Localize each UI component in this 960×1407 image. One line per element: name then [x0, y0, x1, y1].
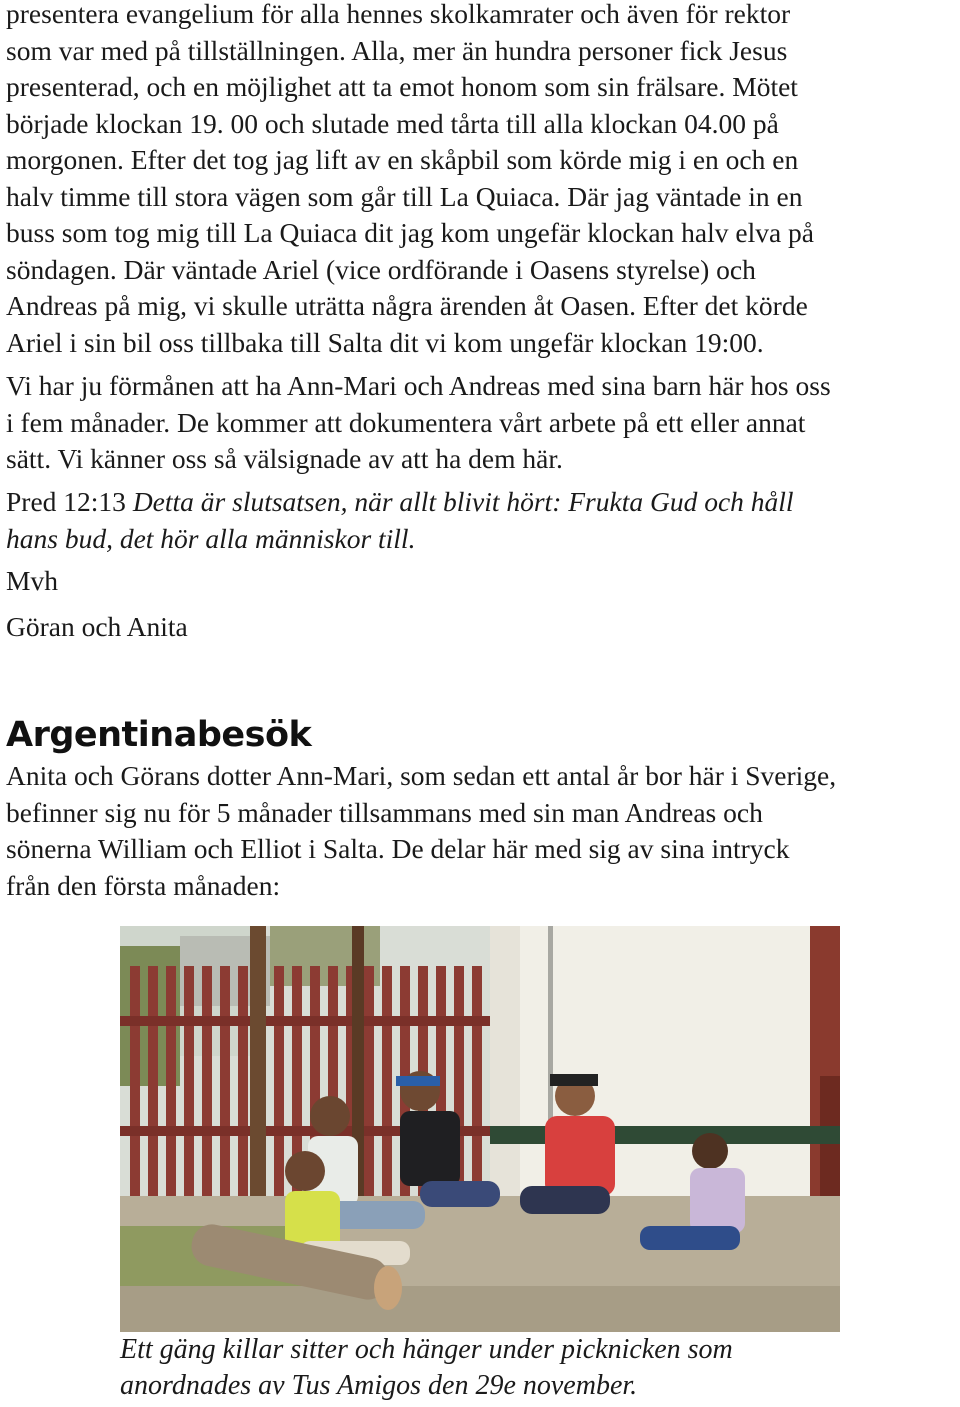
text-line: från den första månaden: [6, 869, 281, 901]
text-line: söndagen. Där väntade Ariel (vice ordförande i Oasens styrelse) och [6, 253, 756, 285]
text-line: presentera evangelium för alla hennes skolkamrater och även för rektor [6, 0, 791, 29]
verse-reference: Pred 12:13 [6, 486, 133, 517]
text-line: Andreas på mig, vi skulle uträtta några ärenden åt Oasen. Efter det körde [6, 290, 808, 321]
caption-line: anordnades av Tus Amigos den 29e november. [120, 1370, 638, 1401]
verse-text: Detta är slutsatsen, när allt blivit hört: Frukta Gud och håll [132, 486, 794, 517]
text-line: morgonen. Efter det tog jag lift av en skåpbil som körde mig i en och en [6, 144, 799, 175]
verse-text: hans bud, det hör alla människor till. [6, 522, 416, 554]
text-line: presenterad, och en möjlighet att ta emot honom som sin frälsare. Mötet [6, 71, 798, 102]
text-line: Anita och Görans dotter Ann-Mari, som sedan ett antal år bor här i Sverige, [6, 760, 837, 791]
signature: Göran och Anita [6, 611, 188, 642]
family-paragraph [6, 368, 831, 478]
text-line: halv timme till stora vägen som går till La Quiaca. Där jag väntade in en [6, 180, 803, 212]
verse-line [6, 484, 794, 521]
text-line: sätt. Vi känner oss så välsignade av att ha dem här. [6, 443, 563, 474]
text-line: buss som tog mig till La Quiaca dit jag kom ungefär klockan halv elva på [6, 217, 815, 248]
intro-paragraph [6, 0, 814, 361]
text-line: Vi har ju förmånen att ha Ann-Mari och Andreas med sina barn här hos oss [6, 370, 831, 401]
text-line: Ariel i sin bil oss tillbaka till Salta dit vi kom ungefär klockan 19:00. [6, 326, 764, 358]
greeting: Mvh [6, 565, 58, 596]
caption-line: Ett gäng killar sitter och hänger under picknicken som [120, 1334, 733, 1365]
text-line: befinner sig nu för 5 månader tillsammans med sin man Andreas och [6, 796, 763, 828]
text-line: i fem månader. De kommer att dokumentera vårt arbete på ett eller annat [6, 406, 806, 438]
bible-verse [6, 484, 794, 557]
photo [120, 926, 840, 1332]
section-paragraph [6, 758, 836, 904]
text-line: började klockan 19. 00 och slutade med tårta till alla klockan 04.00 på [6, 107, 779, 139]
photo-caption [120, 1332, 733, 1404]
text-line: sönerna William och Elliot i Salta. De delar här med sig av sina intryck [6, 833, 790, 864]
verse-line [6, 521, 794, 558]
text-line: som var med på tillställningen. Alla, mer än hundra personer fick Jesus [6, 34, 788, 66]
section-heading: Argentinabesök [6, 715, 312, 755]
